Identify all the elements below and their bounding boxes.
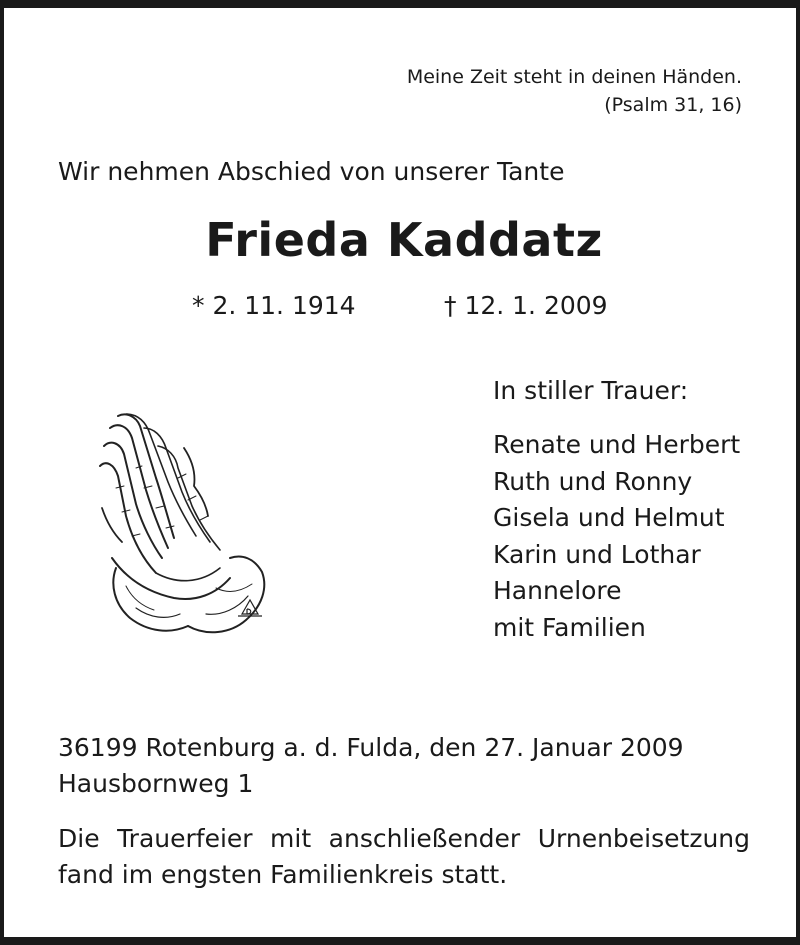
motto-line: Meine Zeit steht in deinen Händen. xyxy=(406,66,742,88)
mourner-entry: mit Familien xyxy=(493,612,646,642)
death-date: † 12. 1. 2009 xyxy=(444,291,608,320)
mourners-heading: In stiller Trauer: xyxy=(493,376,689,405)
mourner-entry: Renate und Herbert xyxy=(493,430,741,459)
ceremony-note: Die Trauerfeier mit anschließender Urnenbeisetzung fand im engsten Familienkreis statt. xyxy=(58,824,750,889)
place-date-line: 36199 Rotenburg a. d. Fulda, den 27. Januar 2009 xyxy=(58,733,684,762)
deceased-name: Frieda Kaddatz xyxy=(205,213,603,267)
mourner-entry: Hannelore xyxy=(493,576,622,605)
psalm-motto xyxy=(407,63,742,119)
street-line: Hausbornweg 1 xyxy=(58,769,254,798)
mourner-entry: Karin und Lothar xyxy=(493,539,701,569)
birth-date: * 2. 11. 1914 xyxy=(192,291,356,320)
motto-reference: (Psalm 31, 16) xyxy=(604,94,742,116)
intro-text: Wir nehmen Abschied von unserer Tante xyxy=(58,157,565,186)
mourner-entry: Ruth und Ronny xyxy=(493,466,693,496)
mourner-entry: Gisela und Helmut xyxy=(493,503,725,532)
mourners-list xyxy=(493,427,740,646)
address-block xyxy=(58,730,684,802)
praying-hands-icon xyxy=(96,408,276,643)
